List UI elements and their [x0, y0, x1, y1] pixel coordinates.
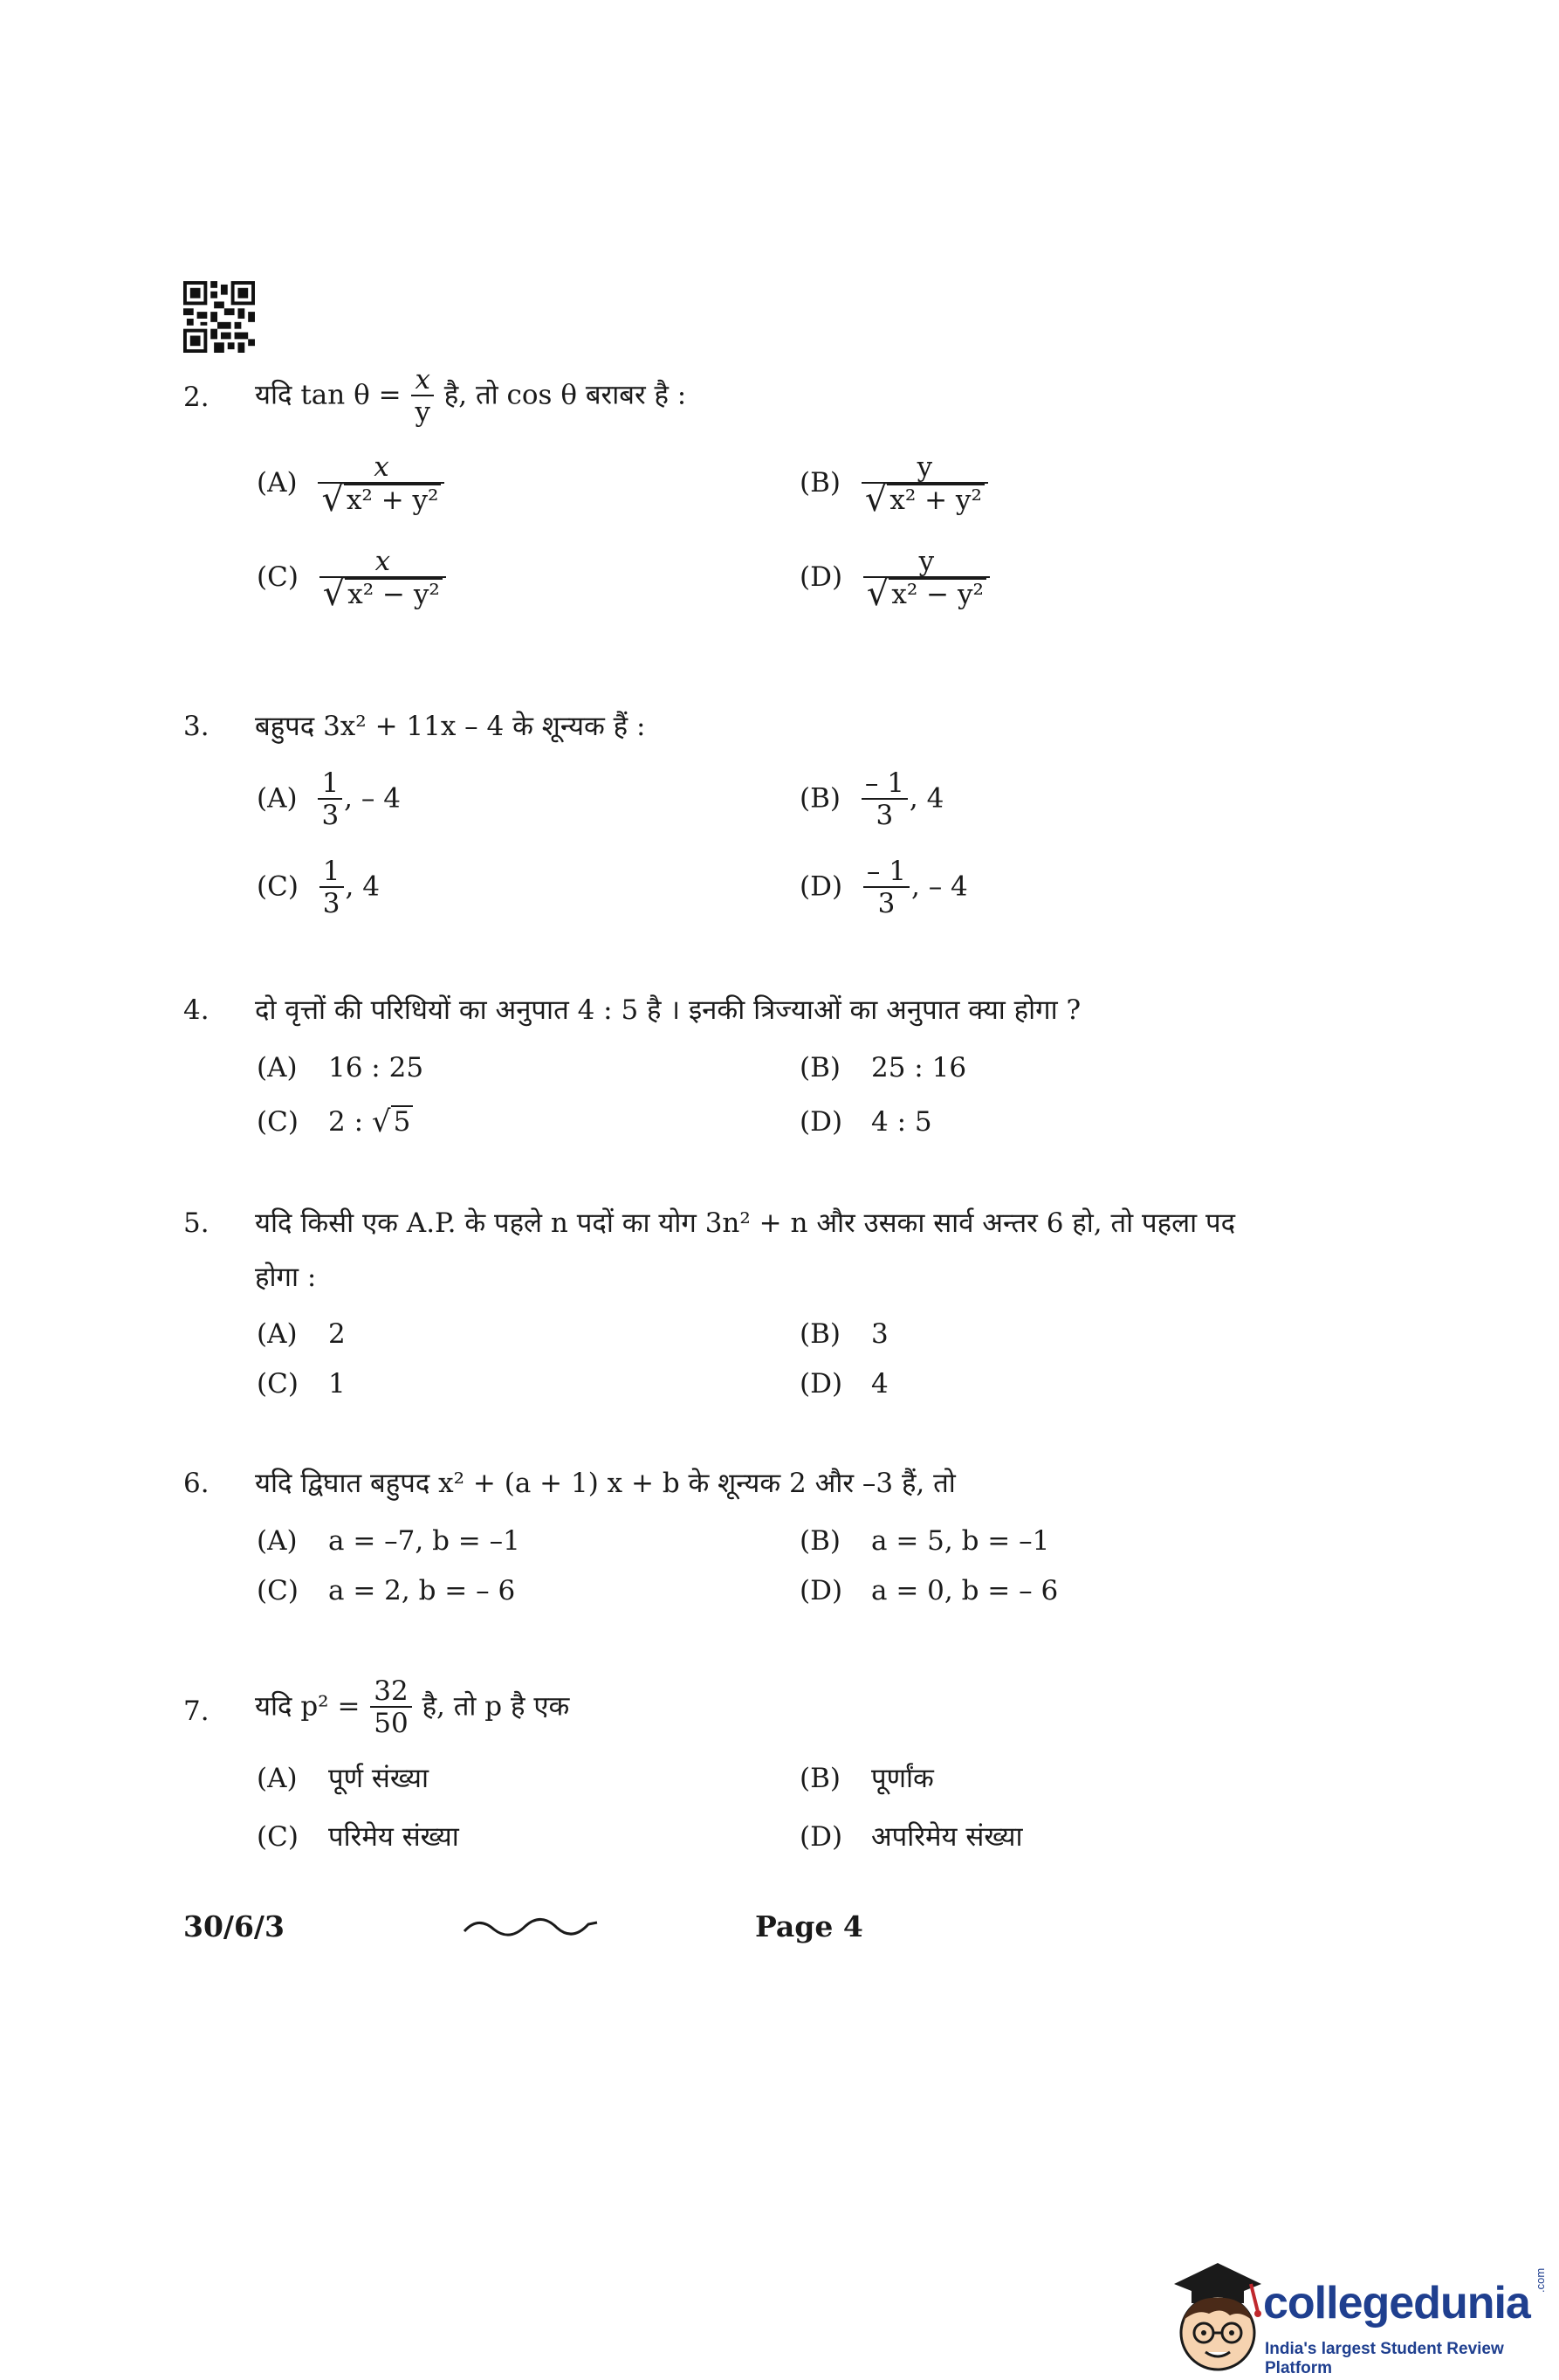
p-squared-fraction: $\frac{32}{50}$ — [370, 1676, 411, 1739]
student-mascot-icon — [1157, 2258, 1270, 2380]
collegedunia-watermark — [1157, 2253, 1558, 2380]
q6-option-c[interactable]: (C) a = 2, b = – 6 — [257, 1575, 516, 1606]
q7-option-d[interactable]: (D) अपरिमेय संख्या — [800, 1821, 1023, 1853]
collegedunia-wordmark: collegedunia — [1263, 2278, 1530, 2328]
q5-option-a[interactable]: (A) 2 — [257, 1318, 346, 1350]
question-3-text: बहुपद 3x² + 11x – 4 के शून्यक हैं : — [255, 711, 646, 742]
q5-option-c[interactable]: (C) 1 — [257, 1368, 346, 1400]
q5-option-b[interactable]: (B) 3 — [800, 1318, 889, 1350]
q3-option-c[interactable]: (C) $\frac{1}{3}$ , 4 — [257, 856, 380, 919]
question-5-number: 5. — [183, 1207, 209, 1239]
q3-option-a[interactable]: (A) $\frac{1}{3}$ , – 4 — [257, 767, 401, 831]
q6-option-d[interactable]: (D) a = 0, b = – 6 — [800, 1575, 1059, 1606]
q4-option-b[interactable]: (B) 25 : 16 — [800, 1052, 967, 1083]
q6-option-b[interactable]: (B) a = 5, b = –1 — [800, 1525, 1050, 1557]
q2-option-a[interactable]: (A) $\frac{x}{\text{√x² + y²}}$ — [257, 452, 446, 516]
question-2-text: यदि tan θ = $\frac{x}{y}$ है, तो cos θ बराबर है : — [255, 364, 687, 428]
paper-code: 30/6/3 — [183, 1909, 285, 1943]
q7-option-b[interactable]: (B) पूर्णांक — [800, 1763, 934, 1794]
collegedunia-domain: .com — [1534, 2267, 1547, 2293]
question-7-number: 7. — [183, 1696, 209, 1727]
question-7-text: यदि p² = $\frac{32}{50}$ है, तो p है एक — [255, 1675, 570, 1739]
q5-option-d[interactable]: (D) 4 — [800, 1368, 889, 1400]
question-3-number: 3. — [183, 711, 209, 742]
q4-option-a[interactable]: (A) 16 : 25 — [257, 1052, 424, 1083]
q6-option-a[interactable]: (A) a = –7, b = –1 — [257, 1525, 520, 1557]
question-5-text-line1: यदि किसी एक A.P. के पहले n पदों का योग 3n² + n और उसका सार्व अन्तर 6 हो, तो पहला पद — [255, 1207, 1236, 1239]
q2-option-c[interactable]: (C) $\frac{x}{\text{√x² − y²}}$ — [257, 547, 448, 610]
question-2-number: 2. — [183, 382, 209, 413]
collegedunia-tagline: India's largest Student Review Platform — [1265, 2340, 1504, 2377]
q7-option-c[interactable]: (C) परिमेय संख्या — [257, 1821, 459, 1853]
q4-option-d[interactable]: (D) 4 : 5 — [800, 1106, 932, 1138]
question-6-text: यदि द्विघात बहुपद x² + (a + 1) x + b के शून्यक 2 और –3 हैं, तो — [255, 1468, 956, 1499]
q3-option-d[interactable]: (D) $\frac{- 1}{3}$ , – 4 — [800, 856, 968, 919]
question-6-number: 6. — [183, 1468, 209, 1499]
tan-fraction: $\frac{x}{y}$ — [411, 365, 434, 428]
q3-option-b[interactable]: (B) $\frac{- 1}{3}$ , 4 — [800, 767, 944, 831]
q4-option-c[interactable]: (C) 2 : √5 — [257, 1105, 299, 1138]
question-5-text-line2: होगा : — [255, 1262, 317, 1293]
qr-code — [183, 281, 255, 353]
wave-divider-icon — [461, 1914, 601, 1940]
question-4-text: दो वृत्तों की परिधियों का अनुपात 4 : 5 है । इनकी त्रिज्याओं का अनुपात क्या होगा ? — [255, 994, 1082, 1026]
q2-option-d[interactable]: (D) $\frac{y}{\text{√x² − y²}}$ — [800, 547, 992, 610]
page-number: Page 4 — [755, 1909, 863, 1943]
question-4-number: 4. — [183, 994, 209, 1026]
q7-option-a[interactable]: (A) पूर्ण संख्या — [257, 1763, 429, 1794]
q2-option-b[interactable]: (B) $\frac{y}{\text{√x² + y²}}$ — [800, 452, 990, 516]
